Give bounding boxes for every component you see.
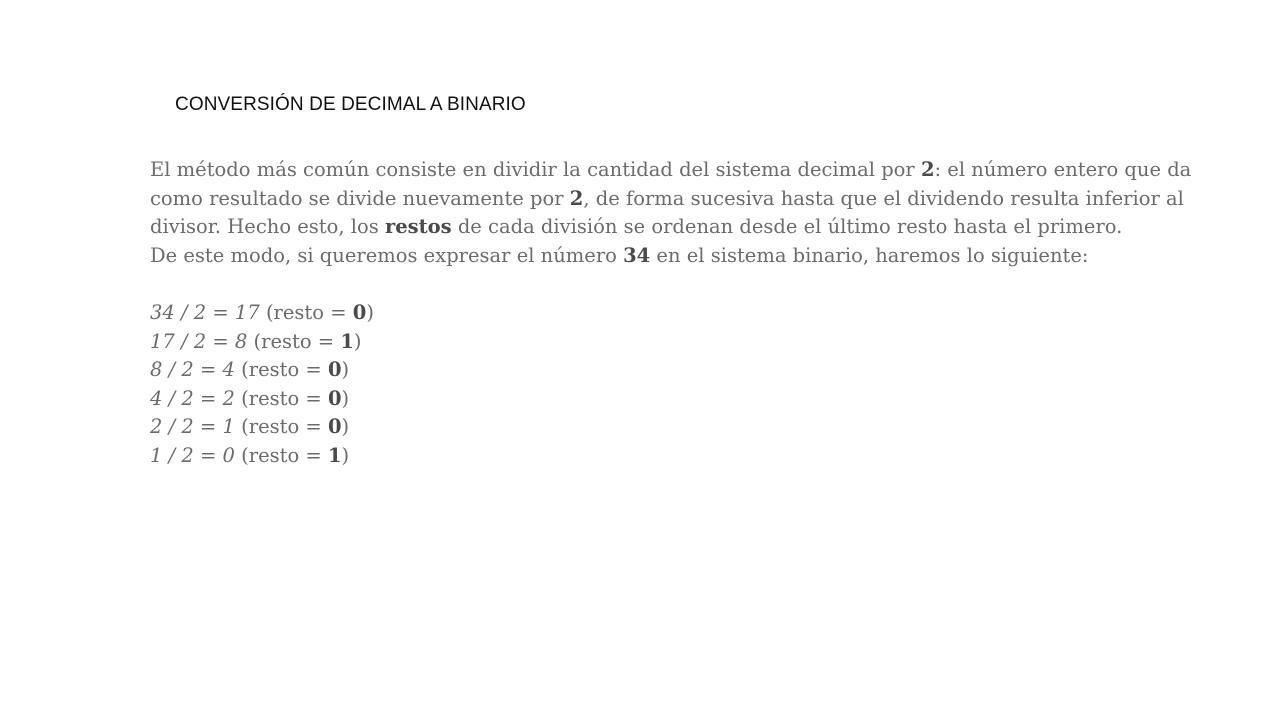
division-steps [150, 299, 1210, 471]
step-remainder: 1 [340, 329, 354, 353]
step-remainder: 0 [327, 386, 342, 410]
text-segment: De este modo, si queremos expresar el número [150, 243, 624, 267]
slide-title: CONVERSIÓN DE DECIMAL A BINARIO [175, 94, 526, 115]
step-label: (resto = [234, 386, 328, 410]
text-segment: El método más común consiste en dividir la cantidad del sistema decimal por [150, 158, 921, 181]
division-step [150, 328, 1210, 357]
step-close: ) [341, 386, 350, 410]
step-close: ) [341, 443, 350, 467]
step-close: ) [341, 415, 350, 439]
step-label: (resto = [234, 443, 328, 467]
step-remainder: 1 [327, 443, 342, 467]
division-step [150, 385, 1210, 414]
bold-divisor: 2 [569, 186, 584, 210]
example-intro-paragraph [150, 242, 1210, 271]
step-expression: 8 / 2 = 4 [150, 358, 235, 382]
step-label: (resto = [259, 300, 353, 324]
step-remainder: 0 [327, 415, 342, 439]
step-remainder: 0 [352, 300, 367, 324]
step-close: ) [341, 358, 350, 382]
text-segment: en el sistema binario, haremos lo siguiente: [650, 243, 1089, 267]
slide-body [150, 156, 1210, 471]
step-expression: 17 / 2 = 8 [150, 329, 248, 353]
step-close: ) [353, 329, 362, 353]
text-segment: : el número entero que da como resultado se divide nuevamente por [150, 158, 1192, 210]
division-step [150, 442, 1210, 471]
bold-restos: restos [384, 215, 452, 239]
bold-divisor: 2 [920, 158, 935, 181]
step-label: (resto = [234, 415, 328, 439]
step-expression: 34 / 2 = 17 [150, 300, 260, 324]
step-expression: 4 / 2 = 2 [150, 386, 235, 410]
text-segment: , de forma sucesiva hasta que el dividendo resulta inferior al divisor. Hecho esto, los [150, 186, 1184, 239]
step-remainder: 0 [327, 358, 342, 382]
step-close: ) [366, 300, 374, 324]
division-step [150, 413, 1210, 442]
bold-number: 34 [623, 243, 651, 267]
step-expression: 1 / 2 = 0 [150, 443, 235, 467]
division-step [150, 299, 1210, 328]
step-label: (resto = [247, 329, 341, 353]
step-expression: 2 / 2 = 1 [150, 415, 235, 439]
text-segment: de cada división se ordenan desde el último resto hasta el primero. [451, 215, 1123, 239]
division-step [150, 356, 1210, 385]
step-label: (resto = [234, 358, 328, 382]
spacer [150, 270, 1210, 299]
explanation-paragraph [150, 156, 1210, 242]
